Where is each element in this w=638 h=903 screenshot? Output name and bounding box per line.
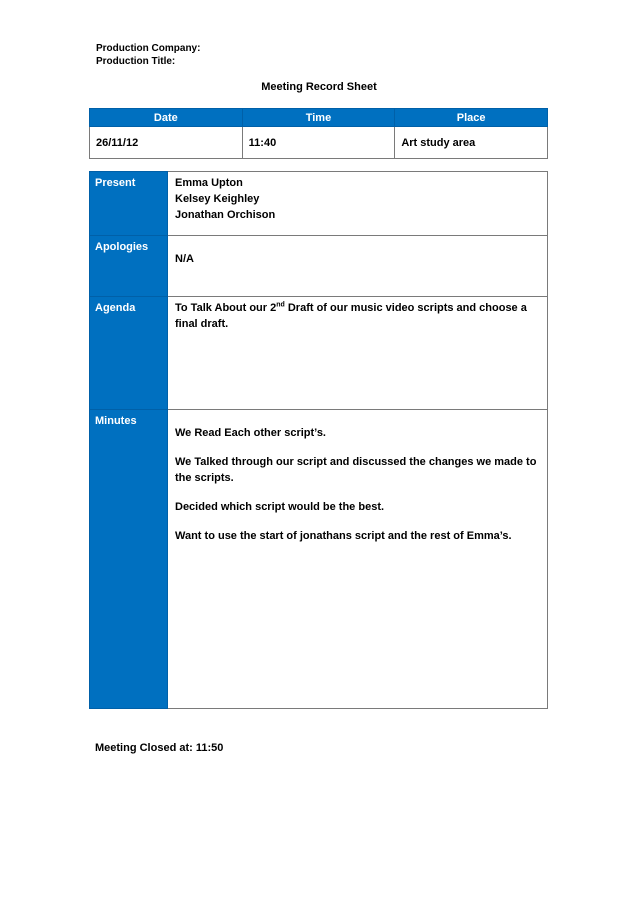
place-value: Art study area bbox=[395, 127, 548, 159]
apologies-text: N/A bbox=[175, 253, 194, 265]
present-row bbox=[90, 172, 548, 236]
minutes-item: Want to use the start of jonathans script and the rest of Emma’s. bbox=[175, 530, 512, 542]
place-header: Place bbox=[395, 109, 548, 127]
agenda-label: Agenda bbox=[90, 297, 168, 410]
top-table-value-row bbox=[90, 127, 548, 159]
present-name: Jonathan Orchison bbox=[175, 209, 276, 221]
agenda-text-start: To Talk About our 2 bbox=[175, 302, 277, 314]
top-table-header-row bbox=[90, 109, 548, 127]
minutes-item: We Read Each other script’s. bbox=[175, 427, 326, 439]
apologies-row bbox=[90, 236, 548, 297]
present-value bbox=[168, 172, 548, 236]
minutes-label: Minutes bbox=[90, 410, 168, 709]
agenda-value bbox=[168, 297, 548, 410]
agenda-text bbox=[175, 300, 539, 332]
apologies-value bbox=[168, 236, 548, 297]
present-name: Kelsey Keighley bbox=[175, 193, 260, 205]
sheet-title: Meeting Record Sheet bbox=[261, 81, 377, 93]
production-title-label: Production Title: bbox=[96, 56, 176, 67]
minutes-value bbox=[168, 410, 548, 709]
date-header: Date bbox=[90, 109, 243, 127]
agenda-text-end: Draft of our music video scripts and choose a final draft. bbox=[175, 302, 527, 330]
date-value: 26/11/12 bbox=[90, 127, 243, 159]
date-time-place-table bbox=[89, 108, 548, 159]
agenda-row bbox=[90, 297, 548, 410]
minutes-row bbox=[90, 410, 548, 709]
agenda-superscript: nd bbox=[276, 301, 285, 309]
minutes-item: Decided which script would be the best. bbox=[175, 501, 385, 513]
present-name: Emma Upton bbox=[175, 177, 243, 189]
time-value: 11:40 bbox=[242, 127, 395, 159]
production-company-label: Production Company: bbox=[96, 43, 201, 54]
present-label: Present bbox=[90, 172, 168, 236]
meeting-closed-text: Meeting Closed at: 11:50 bbox=[95, 742, 224, 754]
meeting-details-table bbox=[89, 171, 548, 709]
apologies-label: Apologies bbox=[90, 236, 168, 297]
minutes-item: We Talked through our script and discussed the changes we made to the scripts. bbox=[175, 456, 537, 484]
time-header: Time bbox=[242, 109, 395, 127]
